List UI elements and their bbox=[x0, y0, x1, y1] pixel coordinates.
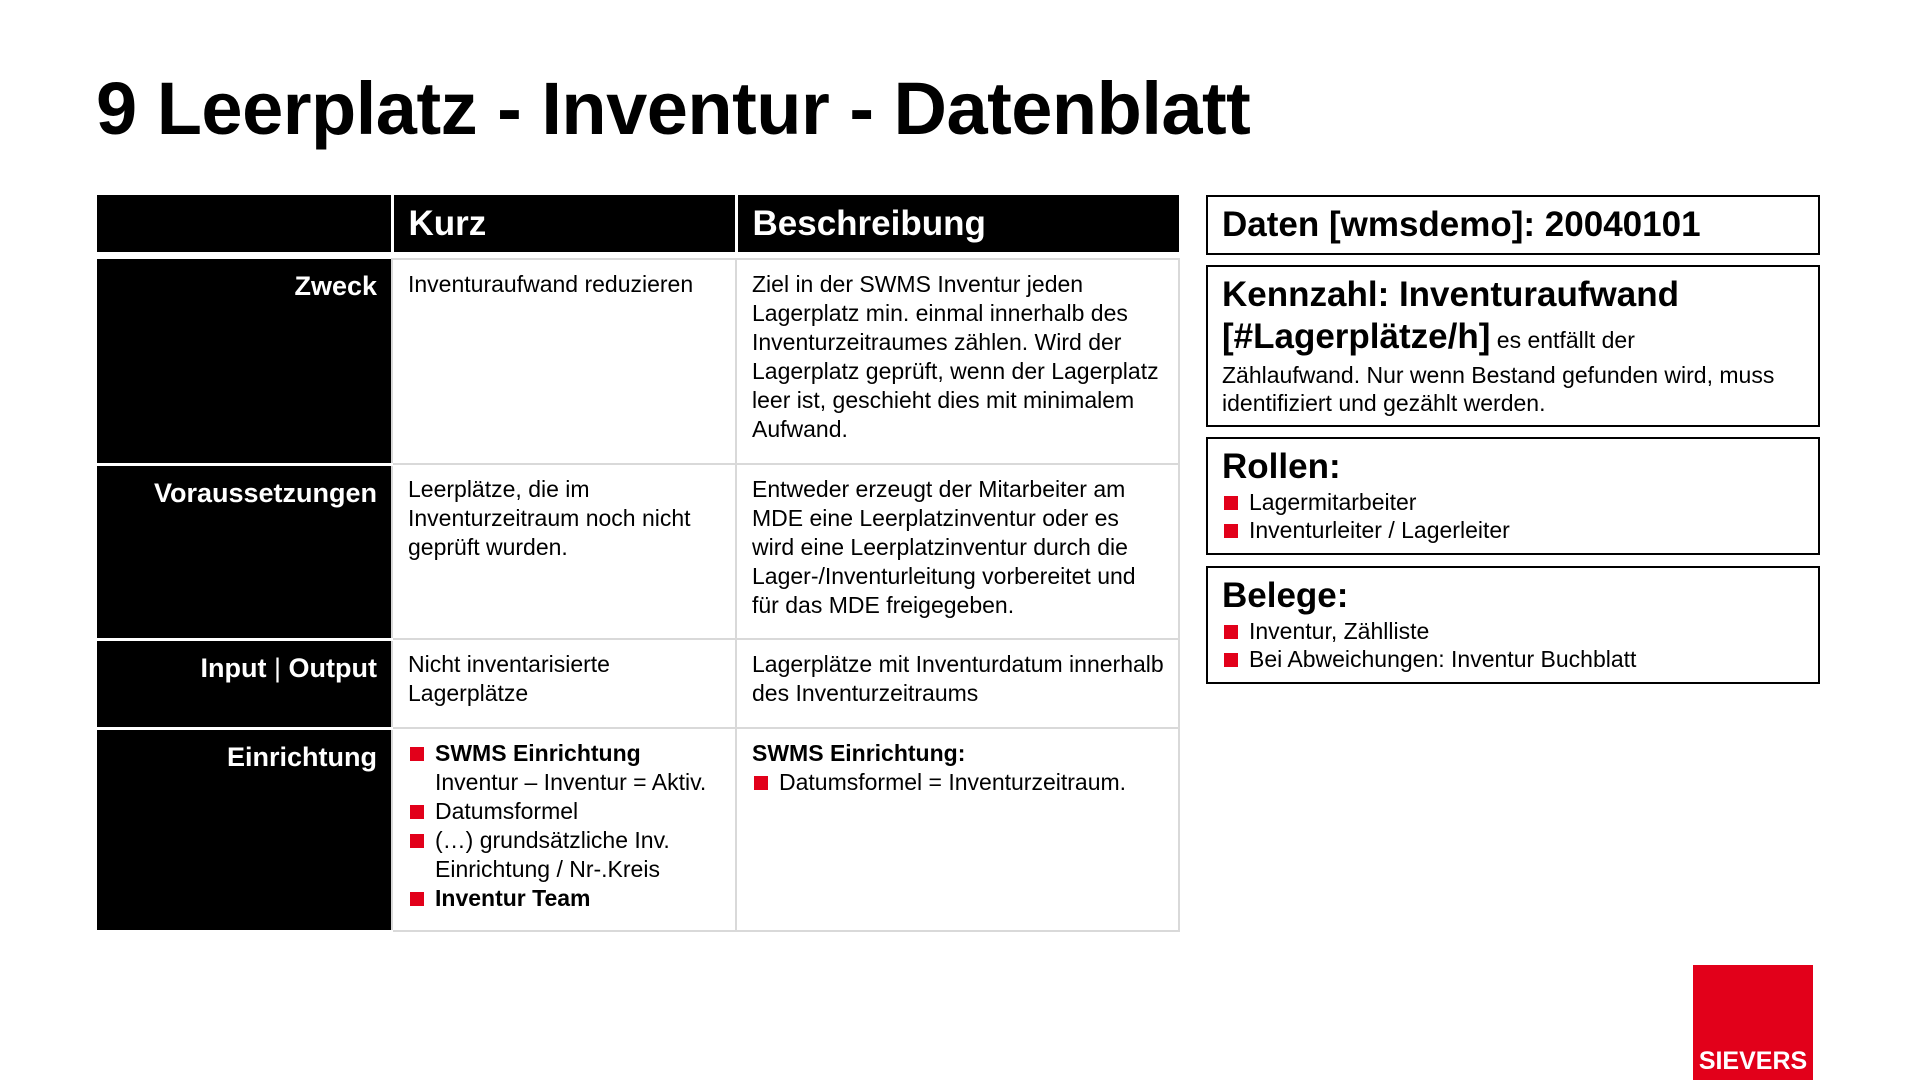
datasheet-table bbox=[97, 195, 1180, 933]
kennzahl-text: Zählaufwand. Nur wenn Bestand gefunden wird, muss identifiziert und gezählt werden. bbox=[1222, 362, 1775, 416]
list-item: Inventur – Inventur = Aktiv. bbox=[435, 769, 707, 795]
einrichtung-list bbox=[408, 739, 721, 913]
list-item: Lagermitarbeiter bbox=[1222, 488, 1804, 516]
kennzahl-box bbox=[1206, 265, 1820, 427]
belege-list bbox=[1222, 617, 1804, 673]
table-row bbox=[97, 464, 1179, 639]
einrichtung-desc-list bbox=[752, 768, 1164, 797]
daten-label: Daten [wmsdemo]: 20040101 bbox=[1222, 205, 1701, 244]
table-row bbox=[97, 728, 1179, 931]
list-item: Einrichtung / Nr-.Kreis bbox=[435, 856, 660, 882]
cell-kurz: Leerplätze, die im Inventurzeitraum noch nicht geprüft wurden. bbox=[392, 464, 736, 639]
list-item: Bei Abweichungen: Inventur Buchblatt bbox=[1222, 645, 1804, 673]
table-row bbox=[97, 639, 1179, 728]
page-title: 9 Leerplatz - Inventur - Datenblatt bbox=[96, 67, 1251, 150]
list-item: Inventur Team bbox=[408, 884, 721, 913]
cell-kurz bbox=[392, 728, 736, 931]
daten-box bbox=[1206, 195, 1820, 255]
kennzahl-text-inline: es entfällt der bbox=[1490, 327, 1635, 353]
row-label-zweck: Zweck bbox=[97, 259, 392, 464]
list-item: Inventur, Zählliste bbox=[1222, 617, 1804, 645]
rollen-heading: Rollen: bbox=[1222, 447, 1341, 486]
list-item: Inventurleiter / Lagerleiter bbox=[1222, 516, 1804, 544]
belege-heading: Belege: bbox=[1222, 576, 1349, 615]
header-beschreibung: Beschreibung bbox=[736, 195, 1179, 252]
row-label-einrichtung: Einrichtung bbox=[97, 728, 392, 931]
row-label-voraussetzungen: Voraussetzungen bbox=[97, 464, 392, 639]
label-separator: | bbox=[274, 652, 282, 683]
label-input: Input bbox=[200, 652, 267, 683]
table-row bbox=[97, 259, 1179, 464]
row-label-input-output bbox=[97, 639, 392, 728]
cell-beschreibung: Lagerplätze mit Inventurdatum innerhalb des Inventurzeitraums bbox=[736, 639, 1179, 728]
belege-box bbox=[1206, 566, 1820, 684]
list-item: Datumsformel = Inventurzeitraum. bbox=[752, 768, 1164, 797]
einrichtung-heading: SWMS Einrichtung: bbox=[752, 740, 966, 766]
rollen-box bbox=[1206, 437, 1820, 555]
list-item: SWMS Einrichtung bbox=[408, 739, 721, 768]
cell-beschreibung: Ziel in der SWMS Inventur jeden Lagerplatz min. einmal innerhalb des Inventurzeitraumes zählen. Wird der Lagerplatz geprüft, wenn der Lagerplatz leer ist, geschieht dies mit minimalem Aufwand. bbox=[736, 259, 1179, 464]
cell-beschreibung bbox=[736, 728, 1179, 931]
header-empty bbox=[97, 195, 392, 252]
kennzahl-unit: [#Lagerplätze/h] bbox=[1222, 317, 1491, 356]
header-kurz: Kurz bbox=[392, 195, 736, 252]
cell-kurz: Inventuraufwand reduzieren bbox=[392, 259, 736, 464]
kennzahl-heading: Kennzahl: Inventuraufwand bbox=[1222, 275, 1679, 314]
label-output: Output bbox=[288, 652, 377, 683]
cell-beschreibung: Entweder erzeugt der Mitarbeiter am MDE eine Leerplatzinventur oder es wird eine Leerplatzinventur durch die Lager-/Inventurleitung vorbereitet und für das MDE freigegeben. bbox=[736, 464, 1179, 639]
table-header-row bbox=[97, 195, 1179, 252]
cell-kurz: Nicht inventarisierte Lagerplätze bbox=[392, 639, 736, 728]
sievers-logo: SIEVERS bbox=[1693, 965, 1813, 1080]
rollen-list bbox=[1222, 488, 1804, 544]
list-item: (…) grundsätzliche Inv. bbox=[408, 826, 721, 855]
list-item: Datumsformel bbox=[408, 797, 721, 826]
